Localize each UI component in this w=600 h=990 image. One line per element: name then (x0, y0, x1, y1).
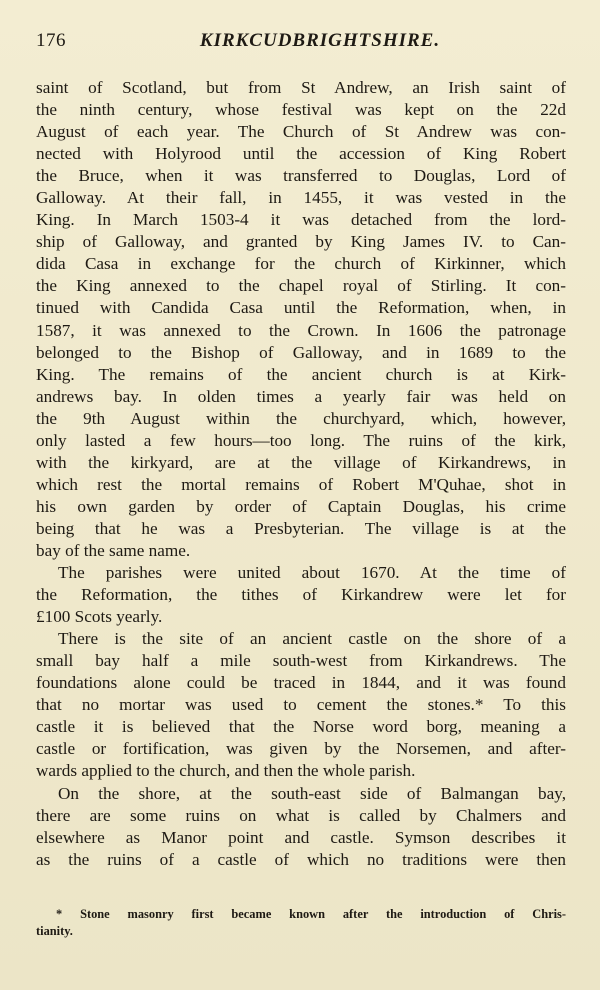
text-line: belonged to the Bishop of Galloway, and in 1689 to the (36, 342, 566, 362)
text-line: being that he was a Presbyterian. The village is at the (36, 518, 566, 538)
paragraph-start-line: The parishes were united about 1670. At the time of (58, 563, 566, 583)
text-line: that no mortar was used to cement the stones.* To this (36, 695, 566, 715)
text-line: August of each year. The Church of St Andrew was con- (36, 122, 566, 142)
text-line: as the ruins of a castle of which no traditions were then (36, 849, 566, 869)
running-head (36, 30, 564, 56)
text-line: £100 Scots yearly. (36, 607, 163, 627)
text-line: foundations alone could be traced in 1844, and it was found (36, 673, 566, 693)
text-line: which rest the mortal remains of Robert M'Quhae, shot in (36, 474, 566, 494)
text-line: bay of the same name. (36, 540, 191, 560)
text-line: saint of Scotland, but from St Andrew, an Irish saint of (36, 78, 566, 97)
text-line: the Bruce, when it was transferred to Douglas, Lord of (36, 166, 566, 186)
text-line: ship of Galloway, and granted by King James IV. to Can- (36, 232, 566, 252)
running-title: KIRKCUDBRIGHTSHIRE. (199, 30, 441, 51)
text-line: andrews bay. In olden times a yearly fair was held on (36, 386, 566, 406)
text-line: his own garden by order of Captain Douglas, his crime (36, 496, 566, 516)
text-line: wards applied to the church, and then the whole parish. (36, 761, 416, 781)
text-line: with the kirkyard, are at the village of Kirkandrews, in (36, 452, 566, 472)
body-text (36, 77, 566, 871)
footnote-line: tianity. (36, 924, 73, 938)
text-line: Galloway. At their fall, in 1455, it was vested in the (36, 188, 566, 208)
footnote-line: * Stone masonry first became known after the introduction of Chris- (56, 907, 566, 921)
text-line: castle it is believed that the Norse word borg, meaning a (36, 717, 566, 737)
text-line: dida Casa in exchange for the church of Kirkinner, which (36, 254, 566, 274)
text-line: there are some ruins on what is called by Chalmers and (36, 805, 566, 825)
paragraph-start-line: On the shore, at the south-east side of Balmangan bay, (58, 783, 566, 803)
paragraph-start-line: There is the site of an ancient castle on the shore of a (58, 629, 566, 649)
text-line: small bay half a mile south-west from Kirkandrews. The (36, 651, 566, 671)
text-line: the ninth century, whose festival was kept on the 22d (36, 100, 566, 120)
text-line: the Reformation, the tithes of Kirkandrew were let for (36, 585, 566, 605)
footnote (36, 906, 566, 940)
text-line: King. In March 1503-4 it was detached from the lord- (36, 210, 566, 230)
text-line: castle or fortification, was given by the Norsemen, and after- (36, 739, 566, 759)
text-line: King. The remains of the ancient church is at Kirk- (36, 364, 566, 384)
text-line: 1587, it was annexed to the Crown. In 1606 the patronage (36, 320, 566, 340)
text-line: the 9th August within the churchyard, which, however, (36, 408, 566, 428)
text-line: the King annexed to the chapel royal of Stirling. It con- (36, 276, 566, 296)
page-number: 176 (36, 30, 66, 51)
text-line: only lasted a few hours—too long. The ruins of the kirk, (36, 430, 566, 450)
text-line: nected with Holyrood until the accession of King Robert (36, 144, 566, 164)
text-line: tinued with Candida Casa until the Reformation, when, in (36, 298, 566, 318)
text-line: elsewhere as Manor point and castle. Symson describes it (36, 827, 566, 847)
